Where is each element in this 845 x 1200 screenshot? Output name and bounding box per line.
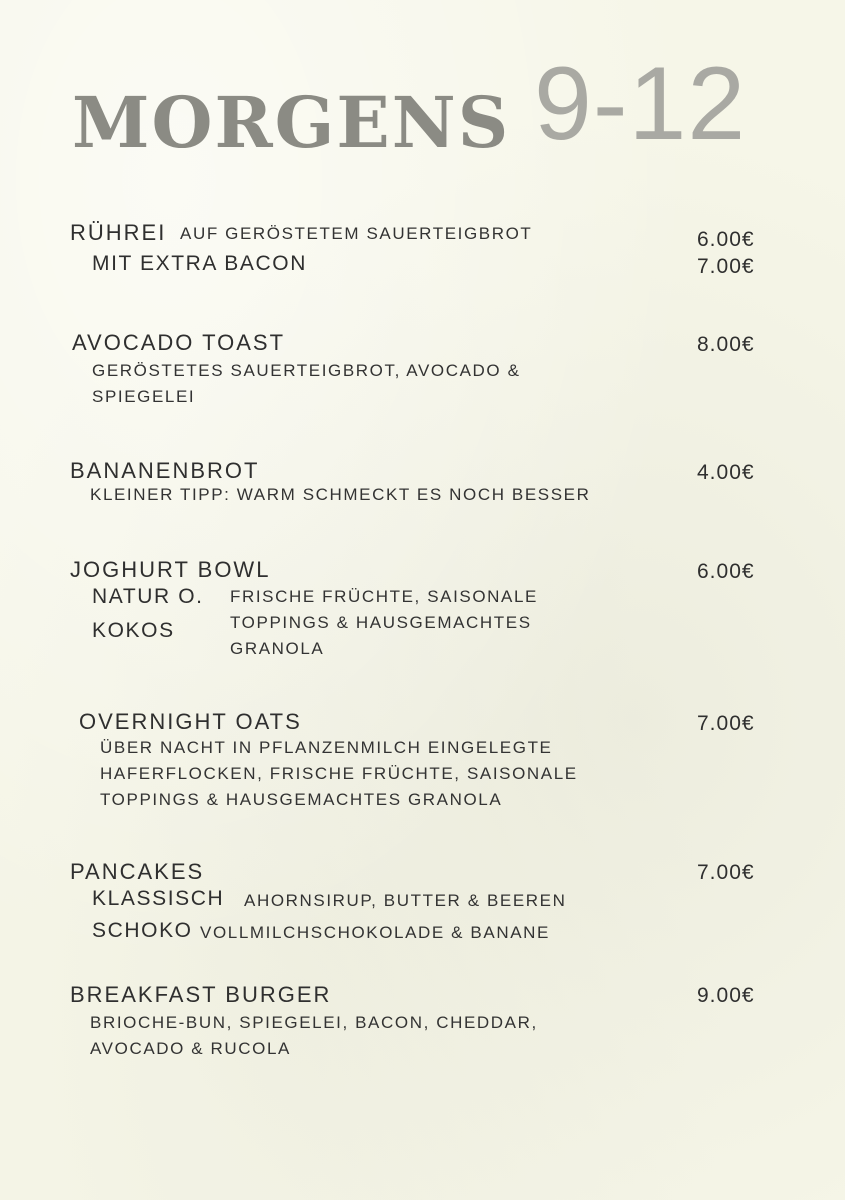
item-description-ruehrei: AUF GERÖSTETEM SAUERTEIGBROT xyxy=(180,224,533,243)
item-description-overnight-oats-line1: ÜBER NACHT IN PFLANZENMILCH EINGELEGTE xyxy=(100,738,553,757)
item-description-avocado-toast-line1: GERÖSTETES SAUERTEIGBROT, AVOCADO & xyxy=(92,361,521,380)
item-price-breakfast-burger: 9.00€ xyxy=(697,984,755,1007)
item-price-bananenbrot: 4.00€ xyxy=(697,461,755,484)
item-price-overnight-oats: 7.00€ xyxy=(697,712,755,735)
item-description-breakfast-burger-line1: BRIOCHE-BUN, SPIEGELEI, BACON, CHEDDAR, xyxy=(90,1013,538,1032)
item-price-pancakes: 7.00€ xyxy=(697,861,755,884)
item-description-joghurt-line2: TOPPINGS & HAUSGEMACHTES xyxy=(230,613,532,632)
item-variant-ruehrei-bacon: MIT EXTRA BACON xyxy=(92,252,307,275)
item-variant-pancakes-klassisch: KLASSISCH xyxy=(92,887,225,910)
item-name-ruehrei: RÜHREI xyxy=(70,220,167,245)
item-name-breakfast-burger: BREAKFAST BURGER xyxy=(70,982,332,1007)
item-description-overnight-oats-line3: TOPPINGS & HAUSGEMACHTES GRANOLA xyxy=(100,790,503,809)
item-price-joghurt-bowl: 6.00€ xyxy=(697,560,755,583)
item-description-pancakes-klassisch: AHORNSIRUP, BUTTER & BEEREN xyxy=(244,891,567,910)
menu-title: MORGENS xyxy=(72,81,511,164)
item-variant-pancakes-schoko: SCHOKO xyxy=(92,919,193,942)
item-name-joghurt-bowl: JOGHURT BOWL xyxy=(70,557,271,582)
item-name-bananenbrot: BANANENBROT xyxy=(70,458,260,483)
item-description-avocado-toast-line2: SPIEGELEI xyxy=(92,387,196,406)
item-price-avocado-toast: 8.00€ xyxy=(697,333,755,356)
item-description-joghurt-line3: GRANOLA xyxy=(230,639,325,658)
item-description-joghurt-line1: FRISCHE FRÜCHTE, SAISONALE xyxy=(230,587,538,606)
item-price-ruehrei: 6.00€ xyxy=(697,228,755,251)
item-description-breakfast-burger-line2: AVOCADO & RUCOLA xyxy=(90,1039,291,1058)
item-name-avocado-toast: AVOCADO TOAST xyxy=(72,330,286,355)
item-description-pancakes-schoko: VOLLMILCHSCHOKOLADE & BANANE xyxy=(200,923,550,942)
item-description-bananenbrot: KLEINER TIPP: WARM SCHMECKT ES NOCH BESSER xyxy=(90,485,591,504)
item-description-overnight-oats-line2: HAFERFLOCKEN, FRISCHE FRÜCHTE, SAISONALE xyxy=(100,764,578,783)
item-variant-joghurt-kokos: KOKOS xyxy=(92,619,175,642)
item-variant-joghurt-natur: NATUR O. xyxy=(92,585,204,608)
item-name-overnight-oats: OVERNIGHT OATS xyxy=(79,709,302,734)
item-variant-price-ruehrei-bacon: 7.00€ xyxy=(697,255,755,278)
serving-time: 9-12 xyxy=(534,46,747,162)
item-name-pancakes: PANCAKES xyxy=(70,859,205,884)
